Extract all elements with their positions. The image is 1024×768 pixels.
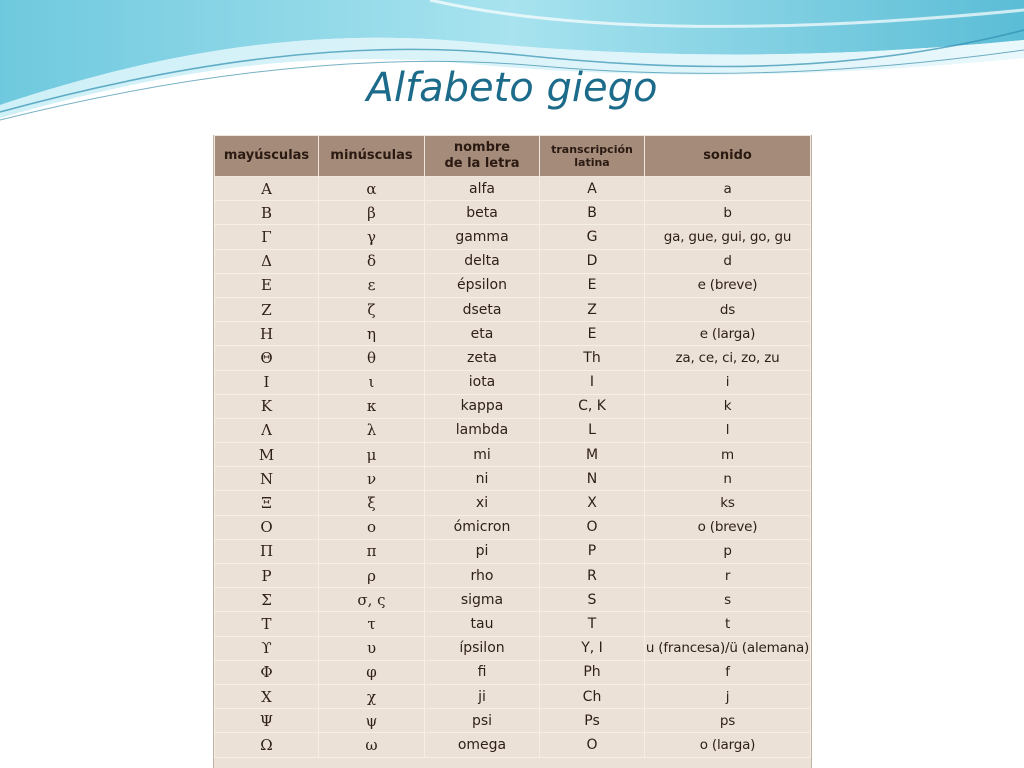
cell-sound: i	[645, 370, 811, 394]
cell-letter-name: fi	[425, 660, 540, 684]
table-row	[215, 443, 811, 467]
cell-uppercase: Ε	[215, 273, 319, 297]
table-row	[215, 418, 811, 442]
table-header-row	[215, 136, 811, 177]
table-row	[215, 346, 811, 370]
cell-letter-name: delta	[425, 249, 540, 273]
cell-lowercase: ψ	[319, 709, 425, 733]
cell-lowercase: ρ	[319, 564, 425, 588]
cell-lowercase: φ	[319, 660, 425, 684]
table-row	[215, 225, 811, 249]
cell-sound: ga, gue, gui, go, gu	[645, 225, 811, 249]
cell-uppercase: Π	[215, 539, 319, 563]
cell-transcription: G	[540, 225, 645, 249]
table-row	[215, 709, 811, 733]
header-letter-name-line1: nombre	[453, 140, 511, 156]
cell-lowercase: κ	[319, 394, 425, 418]
cell-uppercase: Ξ	[215, 491, 319, 515]
cell-transcription: L	[540, 418, 645, 442]
cell-lowercase: ι	[319, 370, 425, 394]
cell-lowercase: λ	[319, 418, 425, 442]
cell-transcription: D	[540, 249, 645, 273]
cell-transcription: N	[540, 467, 645, 491]
cell-letter-name: ómicron	[425, 515, 540, 539]
table-row	[215, 588, 811, 612]
cell-uppercase: Λ	[215, 418, 319, 442]
cell-sound: ps	[645, 709, 811, 733]
cell-letter-name: iota	[425, 370, 540, 394]
cell-transcription: E	[540, 322, 645, 346]
header-latin-transcription	[540, 136, 645, 177]
cell-uppercase: Β	[215, 201, 319, 225]
cell-uppercase: Ο	[215, 515, 319, 539]
cell-letter-name: sigma	[425, 588, 540, 612]
cell-sound: k	[645, 394, 811, 418]
cell-sound: a	[645, 177, 811, 201]
cell-lowercase: ο	[319, 515, 425, 539]
header-letter-name	[425, 136, 540, 177]
cell-transcription: E	[540, 273, 645, 297]
cell-transcription: C, K	[540, 394, 645, 418]
cell-letter-name: pi	[425, 539, 540, 563]
cell-transcription: Ps	[540, 709, 645, 733]
cell-letter-name: lambda	[425, 418, 540, 442]
table-row	[215, 370, 811, 394]
cell-sound: ds	[645, 297, 811, 321]
cell-sound: o (larga)	[645, 733, 811, 757]
cell-sound: m	[645, 443, 811, 467]
cell-letter-name: kappa	[425, 394, 540, 418]
cell-uppercase: Α	[215, 177, 319, 201]
cell-lowercase: β	[319, 201, 425, 225]
table-row	[215, 515, 811, 539]
header-letter-name-line2: de la letra	[444, 156, 520, 171]
table-row	[215, 177, 811, 201]
table-row	[215, 636, 811, 660]
header-transcription-line1: transcripción	[551, 142, 633, 156]
cell-transcription: X	[540, 491, 645, 515]
cell-uppercase: ϒ	[215, 636, 319, 660]
cell-sound: za, ce, ci, zo, zu	[645, 346, 811, 370]
table-row	[215, 322, 811, 346]
cell-letter-name: épsilon	[425, 273, 540, 297]
cell-letter-name: alfa	[425, 177, 540, 201]
cell-uppercase: Ζ	[215, 297, 319, 321]
cell-letter-name: dseta	[425, 297, 540, 321]
cell-transcription: Ph	[540, 660, 645, 684]
cell-lowercase: χ	[319, 684, 425, 708]
cell-letter-name: ji	[425, 684, 540, 708]
cell-sound: o (breve)	[645, 515, 811, 539]
cell-transcription: P	[540, 539, 645, 563]
table-row	[215, 297, 811, 321]
cell-transcription: M	[540, 443, 645, 467]
cell-sound: e (larga)	[645, 322, 811, 346]
cell-transcription: R	[540, 564, 645, 588]
table-row	[215, 273, 811, 297]
cell-uppercase: Φ	[215, 660, 319, 684]
cell-sound: ks	[645, 491, 811, 515]
cell-lowercase: μ	[319, 443, 425, 467]
table-row	[215, 394, 811, 418]
cell-lowercase: σ, ς	[319, 588, 425, 612]
cell-sound: d	[645, 249, 811, 273]
cell-lowercase: η	[319, 322, 425, 346]
cell-letter-name: psi	[425, 709, 540, 733]
cell-letter-name: ni	[425, 467, 540, 491]
cell-uppercase: Ι	[215, 370, 319, 394]
cell-uppercase: Ω	[215, 733, 319, 757]
cell-letter-name: mi	[425, 443, 540, 467]
cell-sound: p	[645, 539, 811, 563]
cell-letter-name: beta	[425, 201, 540, 225]
cell-lowercase: ζ	[319, 297, 425, 321]
cell-lowercase: τ	[319, 612, 425, 636]
cell-sound: l	[645, 418, 811, 442]
cell-transcription: S	[540, 588, 645, 612]
cell-sound: r	[645, 564, 811, 588]
cell-uppercase: Ψ	[215, 709, 319, 733]
header-lowercase: minúsculas	[319, 136, 425, 177]
cell-letter-name: rho	[425, 564, 540, 588]
cell-lowercase: ν	[319, 467, 425, 491]
table-row	[215, 612, 811, 636]
cell-sound: b	[645, 201, 811, 225]
cell-letter-name: omega	[425, 733, 540, 757]
cell-transcription: Y, I	[540, 636, 645, 660]
cell-lowercase: γ	[319, 225, 425, 249]
cell-letter-name: ípsilon	[425, 636, 540, 660]
cell-uppercase: Θ	[215, 346, 319, 370]
cell-uppercase: Ν	[215, 467, 319, 491]
cell-sound: n	[645, 467, 811, 491]
table-row	[215, 491, 811, 515]
header-sound: sonido	[645, 136, 811, 177]
cell-transcription: O	[540, 515, 645, 539]
cell-transcription: O	[540, 733, 645, 757]
cell-transcription: Ch	[540, 684, 645, 708]
cell-uppercase: Μ	[215, 443, 319, 467]
cell-letter-name: tau	[425, 612, 540, 636]
cell-sound: u (francesa)/ü (alemana)	[645, 636, 811, 660]
greek-alphabet-table	[214, 135, 811, 758]
cell-sound: e (breve)	[645, 273, 811, 297]
cell-uppercase: Σ	[215, 588, 319, 612]
cell-uppercase: Ρ	[215, 564, 319, 588]
cell-letter-name: eta	[425, 322, 540, 346]
cell-lowercase: ε	[319, 273, 425, 297]
table-row	[215, 660, 811, 684]
cell-transcription: T	[540, 612, 645, 636]
cell-lowercase: δ	[319, 249, 425, 273]
table-body	[215, 177, 811, 758]
cell-sound: j	[645, 684, 811, 708]
cell-uppercase: Γ	[215, 225, 319, 249]
cell-transcription: B	[540, 201, 645, 225]
cell-transcription: I	[540, 370, 645, 394]
cell-uppercase: Δ	[215, 249, 319, 273]
table-row	[215, 201, 811, 225]
cell-transcription: Z	[540, 297, 645, 321]
cell-lowercase: α	[319, 177, 425, 201]
table-row	[215, 539, 811, 563]
cell-letter-name: xi	[425, 491, 540, 515]
cell-letter-name: gamma	[425, 225, 540, 249]
cell-uppercase: Η	[215, 322, 319, 346]
cell-lowercase: ξ	[319, 491, 425, 515]
header-uppercase: mayúsculas	[215, 136, 319, 177]
cell-letter-name: zeta	[425, 346, 540, 370]
cell-transcription: Th	[540, 346, 645, 370]
cell-sound: t	[645, 612, 811, 636]
table-row	[215, 249, 811, 273]
cell-lowercase: θ	[319, 346, 425, 370]
cell-sound: s	[645, 588, 811, 612]
cell-uppercase: Χ	[215, 684, 319, 708]
slide-title: Alfabeto giego	[366, 65, 658, 111]
table-row	[215, 684, 811, 708]
cell-lowercase: υ	[319, 636, 425, 660]
cell-transcription: A	[540, 177, 645, 201]
header-transcription-line2: latina	[574, 156, 610, 169]
table-row	[215, 733, 811, 757]
cell-uppercase: Τ	[215, 612, 319, 636]
cell-lowercase: ω	[319, 733, 425, 757]
cell-uppercase: Κ	[215, 394, 319, 418]
cell-sound: f	[645, 660, 811, 684]
greek-alphabet-table-container	[213, 135, 812, 768]
table-row	[215, 564, 811, 588]
table-row	[215, 467, 811, 491]
cell-lowercase: π	[319, 539, 425, 563]
